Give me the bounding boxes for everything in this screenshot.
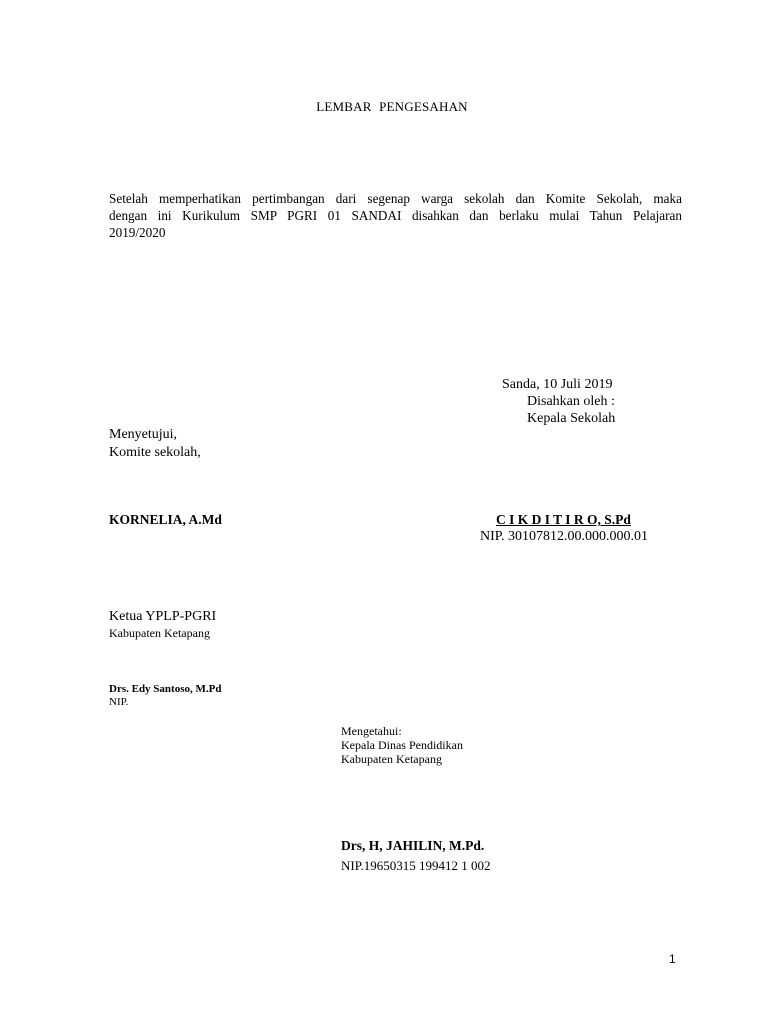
dept-signatory-name: Drs, H, JAHILIN, M.Pd.	[341, 838, 485, 853]
principal-signatory-name: C I K D I T I R O, S.Pd	[496, 512, 631, 527]
dept-nip: NIP.19650315 199412 1 002	[341, 858, 491, 873]
knowing-label: Mengetahui:	[341, 724, 402, 738]
committee-label: Komite sekolah,	[109, 445, 201, 460]
yplp-signatory-name: Drs. Edy Santoso, M.Pd	[109, 683, 222, 695]
principal-title: Kepala Sekolah	[527, 411, 616, 426]
yplp-regency: Kabupaten Ketapang	[109, 626, 210, 640]
approved-by-label: Disahkan oleh :	[527, 394, 615, 409]
document-title: LEMBAR PENGESAHAN	[316, 99, 468, 114]
dept-regency: Kabupaten Ketapang	[341, 752, 442, 766]
committee-signatory-name: KORNELIA, A.Md	[109, 512, 222, 527]
intro-paragraph	[109, 190, 682, 241]
intro-line: dengan ini Kurikulum SMP PGRI 01 SANDAI disahkan dan berlaku mulai Tahun Pelajaran	[109, 208, 682, 223]
agree-label: Menyetujui,	[109, 427, 178, 442]
yplp-nip: NIP.	[109, 696, 129, 708]
place-date: Sanda, 10 Juli 2019	[502, 377, 613, 392]
dept-head-title: Kepala Dinas Pendidikan	[341, 738, 463, 752]
principal-nip: NIP. 30107812.00.000.000.01	[480, 529, 649, 544]
yplp-title: Ketua YPLP-PGRI	[109, 609, 217, 624]
intro-line: 2019/2020	[109, 225, 166, 240]
page-number: 1	[669, 952, 676, 966]
intro-line: Setelah memperhatikan pertimbangan dari segenap warga sekolah dan Komite Sekolah, maka	[109, 191, 682, 206]
